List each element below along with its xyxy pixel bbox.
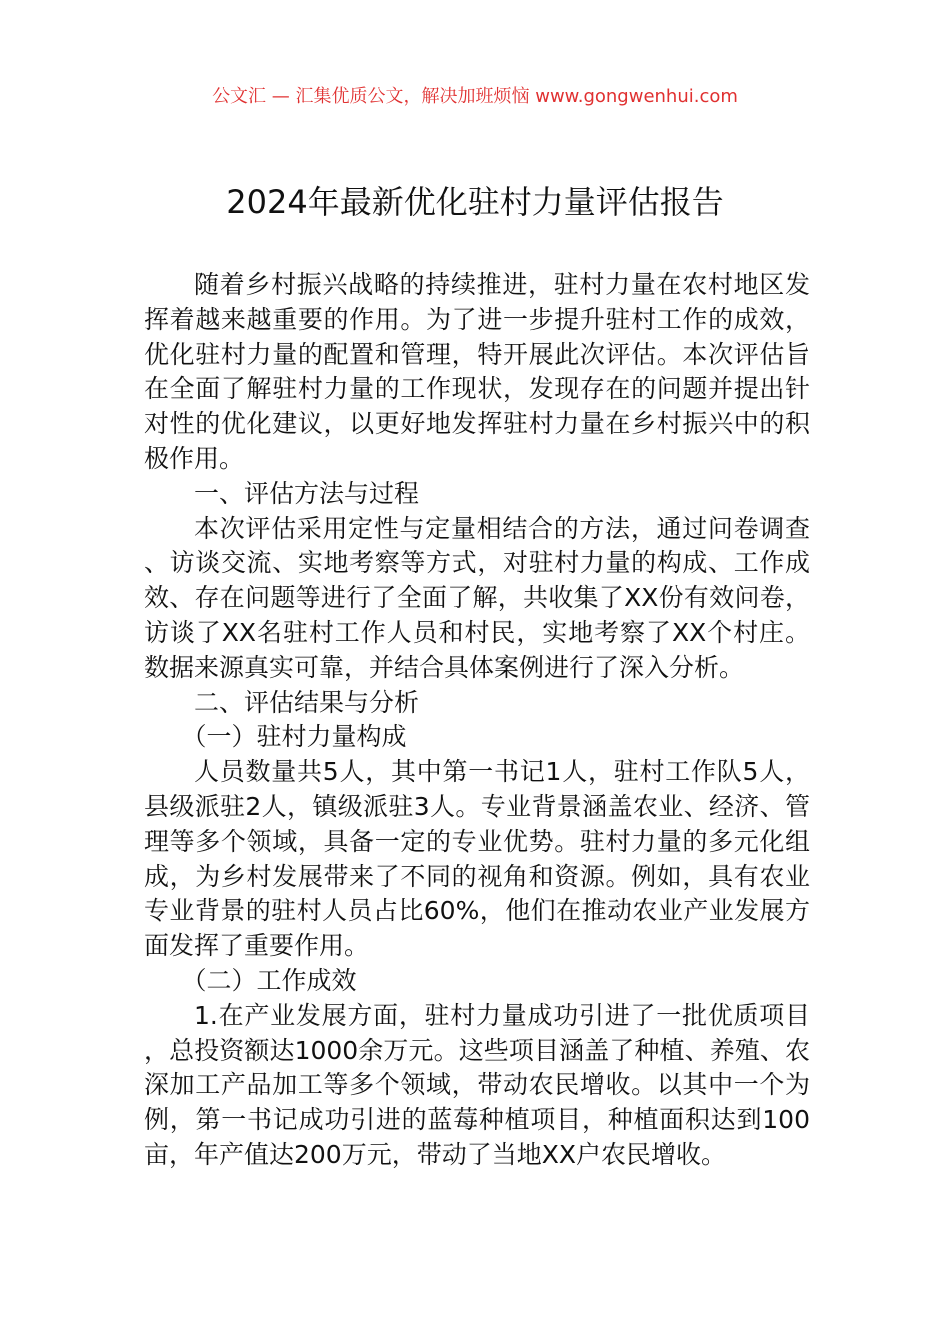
paragraph-composition: 人员数量共5人，其中第一书记1人，驻村工作队5人，县级派驻2人，镇级派驻3人。专业背景涵盖农业、经济、管理等多个领域，具备一定的专业优势。驻村力量的多元化组成，为乡村发展带来了不同的视角和资源。例如，具有农业专业背景的驻村人员占比60%，他们在推动农业产业发展方面发挥了重要作用。: [144, 757, 810, 961]
paragraph-methods: 本次评估采用定性与定量相结合的方法，通过问卷调查、访谈交流、实地考察等方式，对驻村力量的构成、工作成效、存在问题等进行了全面了解，共收集了XX份有效问卷，访谈了XX名驻村工作人员和村民，实地考察了XX个村庄。数据来源真实可靠，并结合具体案例进行了深入分析。: [144, 513, 810, 682]
paragraph-achievements: 1.在产业发展方面，驻村力量成功引进了一批优质项目，总投资额达1000余万元。这些项目涵盖了种植、养殖、农深加工产品加工等多个领域，带动农民增收。以其中一个为例，第一书记成功引进的蓝莓种植项目，种植面积达到100亩，年产值达200万元，带动了当地XX户农民增收。: [144, 1000, 810, 1169]
document-title: 2024年最新优化驻村力量评估报告: [226, 183, 724, 221]
subsection-heading-composition: （一）驻村力量构成: [181, 722, 407, 752]
paragraph-intro: 随着乡村振兴战略的持续推进，驻村力量在农村地区发挥着越来越重要的作用。为了进一步提升驻村工作的成效，优化驻村力量的配置和管理，特开展此次评估。本次评估旨在全面了解驻村力量的工作现状，发现存在的问题并提出针对性的优化建议，以更好地发挥驻村力量在乡村振兴中的积极作用。: [144, 270, 810, 473]
header-banner: 公文汇 — 汇集优质公文，解决加班烦恼 www.gongwenhui.com: [212, 86, 738, 107]
section-heading-results: 二、评估结果与分析: [194, 687, 420, 717]
section-heading-methods: 一、评估方法与过程: [194, 478, 420, 508]
document-body: [144, 268, 810, 1173]
subsection-heading-achievements: （二）工作成效: [181, 965, 357, 995]
